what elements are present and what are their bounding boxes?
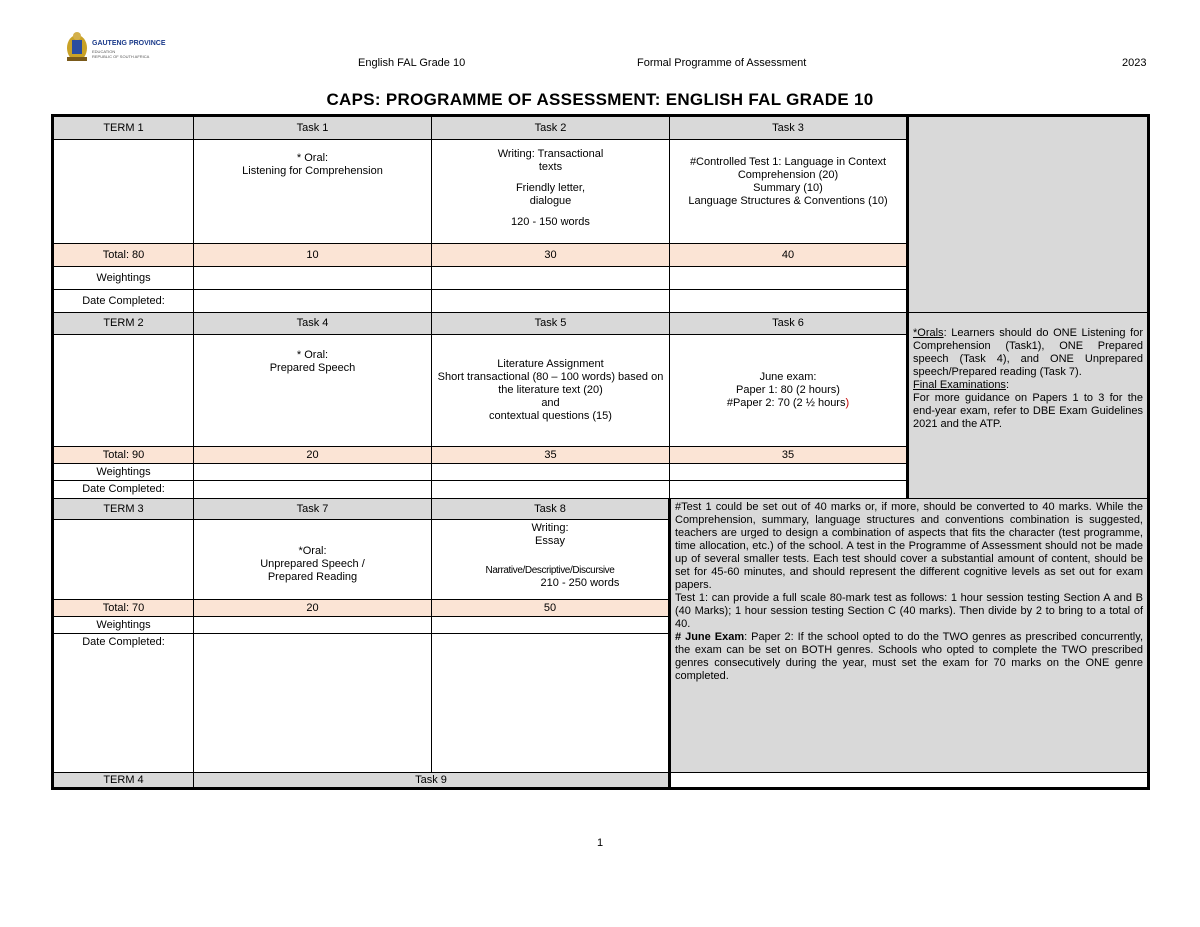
- term1-task1-header: Task 1: [194, 116, 432, 140]
- term4-task9-header: Task 9: [194, 773, 670, 789]
- gauteng-logo: [64, 30, 184, 66]
- term3-weighting-cell[interactable]: [432, 617, 670, 634]
- term1-task1-marks: 10: [194, 244, 432, 267]
- term3-task8-desc: Writing: Essay Narrative/Descriptive/Discursive 210 - 250 words: [432, 520, 670, 600]
- term3-task7-desc: *Oral: Unprepared Speech / Prepared Reading: [194, 520, 432, 600]
- term2-task5-marks: 35: [432, 447, 670, 464]
- header-year: 2023: [1122, 57, 1147, 69]
- logo-subtext: EDUCATION REPUBLIC OF SOUTH AFRICA: [92, 49, 150, 59]
- term3-weightings-label: Weightings: [53, 617, 194, 634]
- term2-date-cell[interactable]: [432, 481, 670, 499]
- term2-weightings-label: Weightings: [53, 464, 194, 481]
- term2-date-cell[interactable]: [670, 481, 908, 499]
- term3-total: Total: 70: [53, 600, 194, 617]
- term3-date-cell[interactable]: [432, 634, 670, 773]
- term1-date-cell[interactable]: [194, 290, 432, 313]
- term2-weighting-cell[interactable]: [670, 464, 908, 481]
- term2-label: TERM 2: [53, 313, 194, 335]
- term1-task3-desc: #Controlled Test 1: Language in Context Comprehension (20) Summary (10) Language Structures & Conventions (10): [670, 140, 908, 244]
- term3-label: TERM 3: [53, 499, 194, 520]
- term1-weighting-cell[interactable]: [670, 267, 908, 290]
- term2-weighting-cell[interactable]: [194, 464, 432, 481]
- term3-date-cell[interactable]: [194, 634, 432, 773]
- term3-date-label: Date Completed:: [53, 634, 194, 773]
- term1-weightings-label: Weightings: [53, 267, 194, 290]
- term3-task7-marks: 20: [194, 600, 432, 617]
- term2-total: Total: 90: [53, 447, 194, 464]
- term2-task4-desc: * Oral: Prepared Speech: [194, 335, 432, 447]
- term3-weighting-cell[interactable]: [194, 617, 432, 634]
- term2-task4-header: Task 4: [194, 313, 432, 335]
- term2-task5-desc: Literature Assignment Short transactional (80 – 100 words) based on the literature text (20) and contextual questions (15): [432, 335, 670, 447]
- term3-task8-header: Task 8: [432, 499, 670, 520]
- term1-task1-desc: * Oral: Listening for Comprehension: [194, 140, 432, 244]
- term1-weighting-cell[interactable]: [432, 267, 670, 290]
- term1-total: Total: 80: [53, 244, 194, 267]
- term2-date-label: Date Completed:: [53, 481, 194, 499]
- coat-of-arms-icon: [64, 30, 90, 64]
- term3-task7-header: Task 7: [194, 499, 432, 520]
- term1-task3-header: Task 3: [670, 116, 908, 140]
- term1-label: TERM 1: [53, 116, 194, 140]
- logo-text: GAUTENG PROVINCE: [92, 40, 166, 47]
- orals-note: *Orals: Learners should do ONE Listening for Comprehension (Task1), ONE Prepared speech (Task 4), and ONE Unprepared speech/Prepared reading (Task 7). Final Examinations: For more guidance on Papers 1 to 3 for the end-year exam, refer to DBE Exam Guidelines 2021 and the ATP.: [908, 313, 1149, 499]
- term2-task6-header: Task 6: [670, 313, 908, 335]
- term2-weighting-cell[interactable]: [432, 464, 670, 481]
- term1-date-cell[interactable]: [432, 290, 670, 313]
- term1-task3-marks: 40: [670, 244, 908, 267]
- term2-task6-desc: June exam: Paper 1: 80 (2 hours) #Paper 2: 70 (2 ½ hours): [670, 335, 908, 447]
- page-number: 1: [596, 837, 604, 849]
- term4-label: TERM 4: [53, 773, 194, 789]
- term1-date-cell[interactable]: [670, 290, 908, 313]
- page-title: CAPS: PROGRAMME OF ASSESSMENT: ENGLISH FAL GRADE 10: [326, 90, 874, 109]
- term2-task5-header: Task 5: [432, 313, 670, 335]
- term1-task2-marks: 30: [432, 244, 670, 267]
- header-doc-type: Formal Programme of Assessment: [637, 57, 807, 69]
- test-notes-panel: #Test 1 could be set out of 40 marks or, if more, should be converted to 40 marks. While the Comprehension, summary, language structures and conventions combination is suggested, teachers are urged to design a combination of aspects that fits the character (test programme, time allocation, etc.) of the school. A test in the Programme of Assessment should not be made up of several smaller tests. Each test should cover a substantial amount of content, should be set for 45-60 minutes, and should represent the different cognitive levels as set out for exam papers. Test 1: can provide a full scale 80-mark test as follows: 1 hour session testing Section A and B (40 Marks); 1 hour session testing Section C (40 marks). Then divide by 2 to bring to a total of 40. # June Exam: Paper 2: If the school opted to do the TWO genres as prescribed concurrently, the exam can be set on BOTH genres. Schools who opted to complete the TWO prescribed genres consecutively during the year, must set the exam for 70 marks on the ONE genre completed.: [670, 499, 1149, 773]
- term1-task2-desc: Writing: Transactional texts Friendly letter, dialogue 120 - 150 words: [432, 140, 670, 244]
- assessment-table: [51, 114, 1150, 790]
- term2-task4-marks: 20: [194, 447, 432, 464]
- term1-side-panel: [908, 116, 1149, 313]
- term1-task2-header: Task 2: [432, 116, 670, 140]
- term3-task8-marks: 50: [432, 600, 670, 617]
- term1-date-label: Date Completed:: [53, 290, 194, 313]
- header-subject: English FAL Grade 10: [358, 57, 466, 69]
- term1-weighting-cell[interactable]: [194, 267, 432, 290]
- term2-task6-marks: 35: [670, 447, 908, 464]
- term2-date-cell[interactable]: [194, 481, 432, 499]
